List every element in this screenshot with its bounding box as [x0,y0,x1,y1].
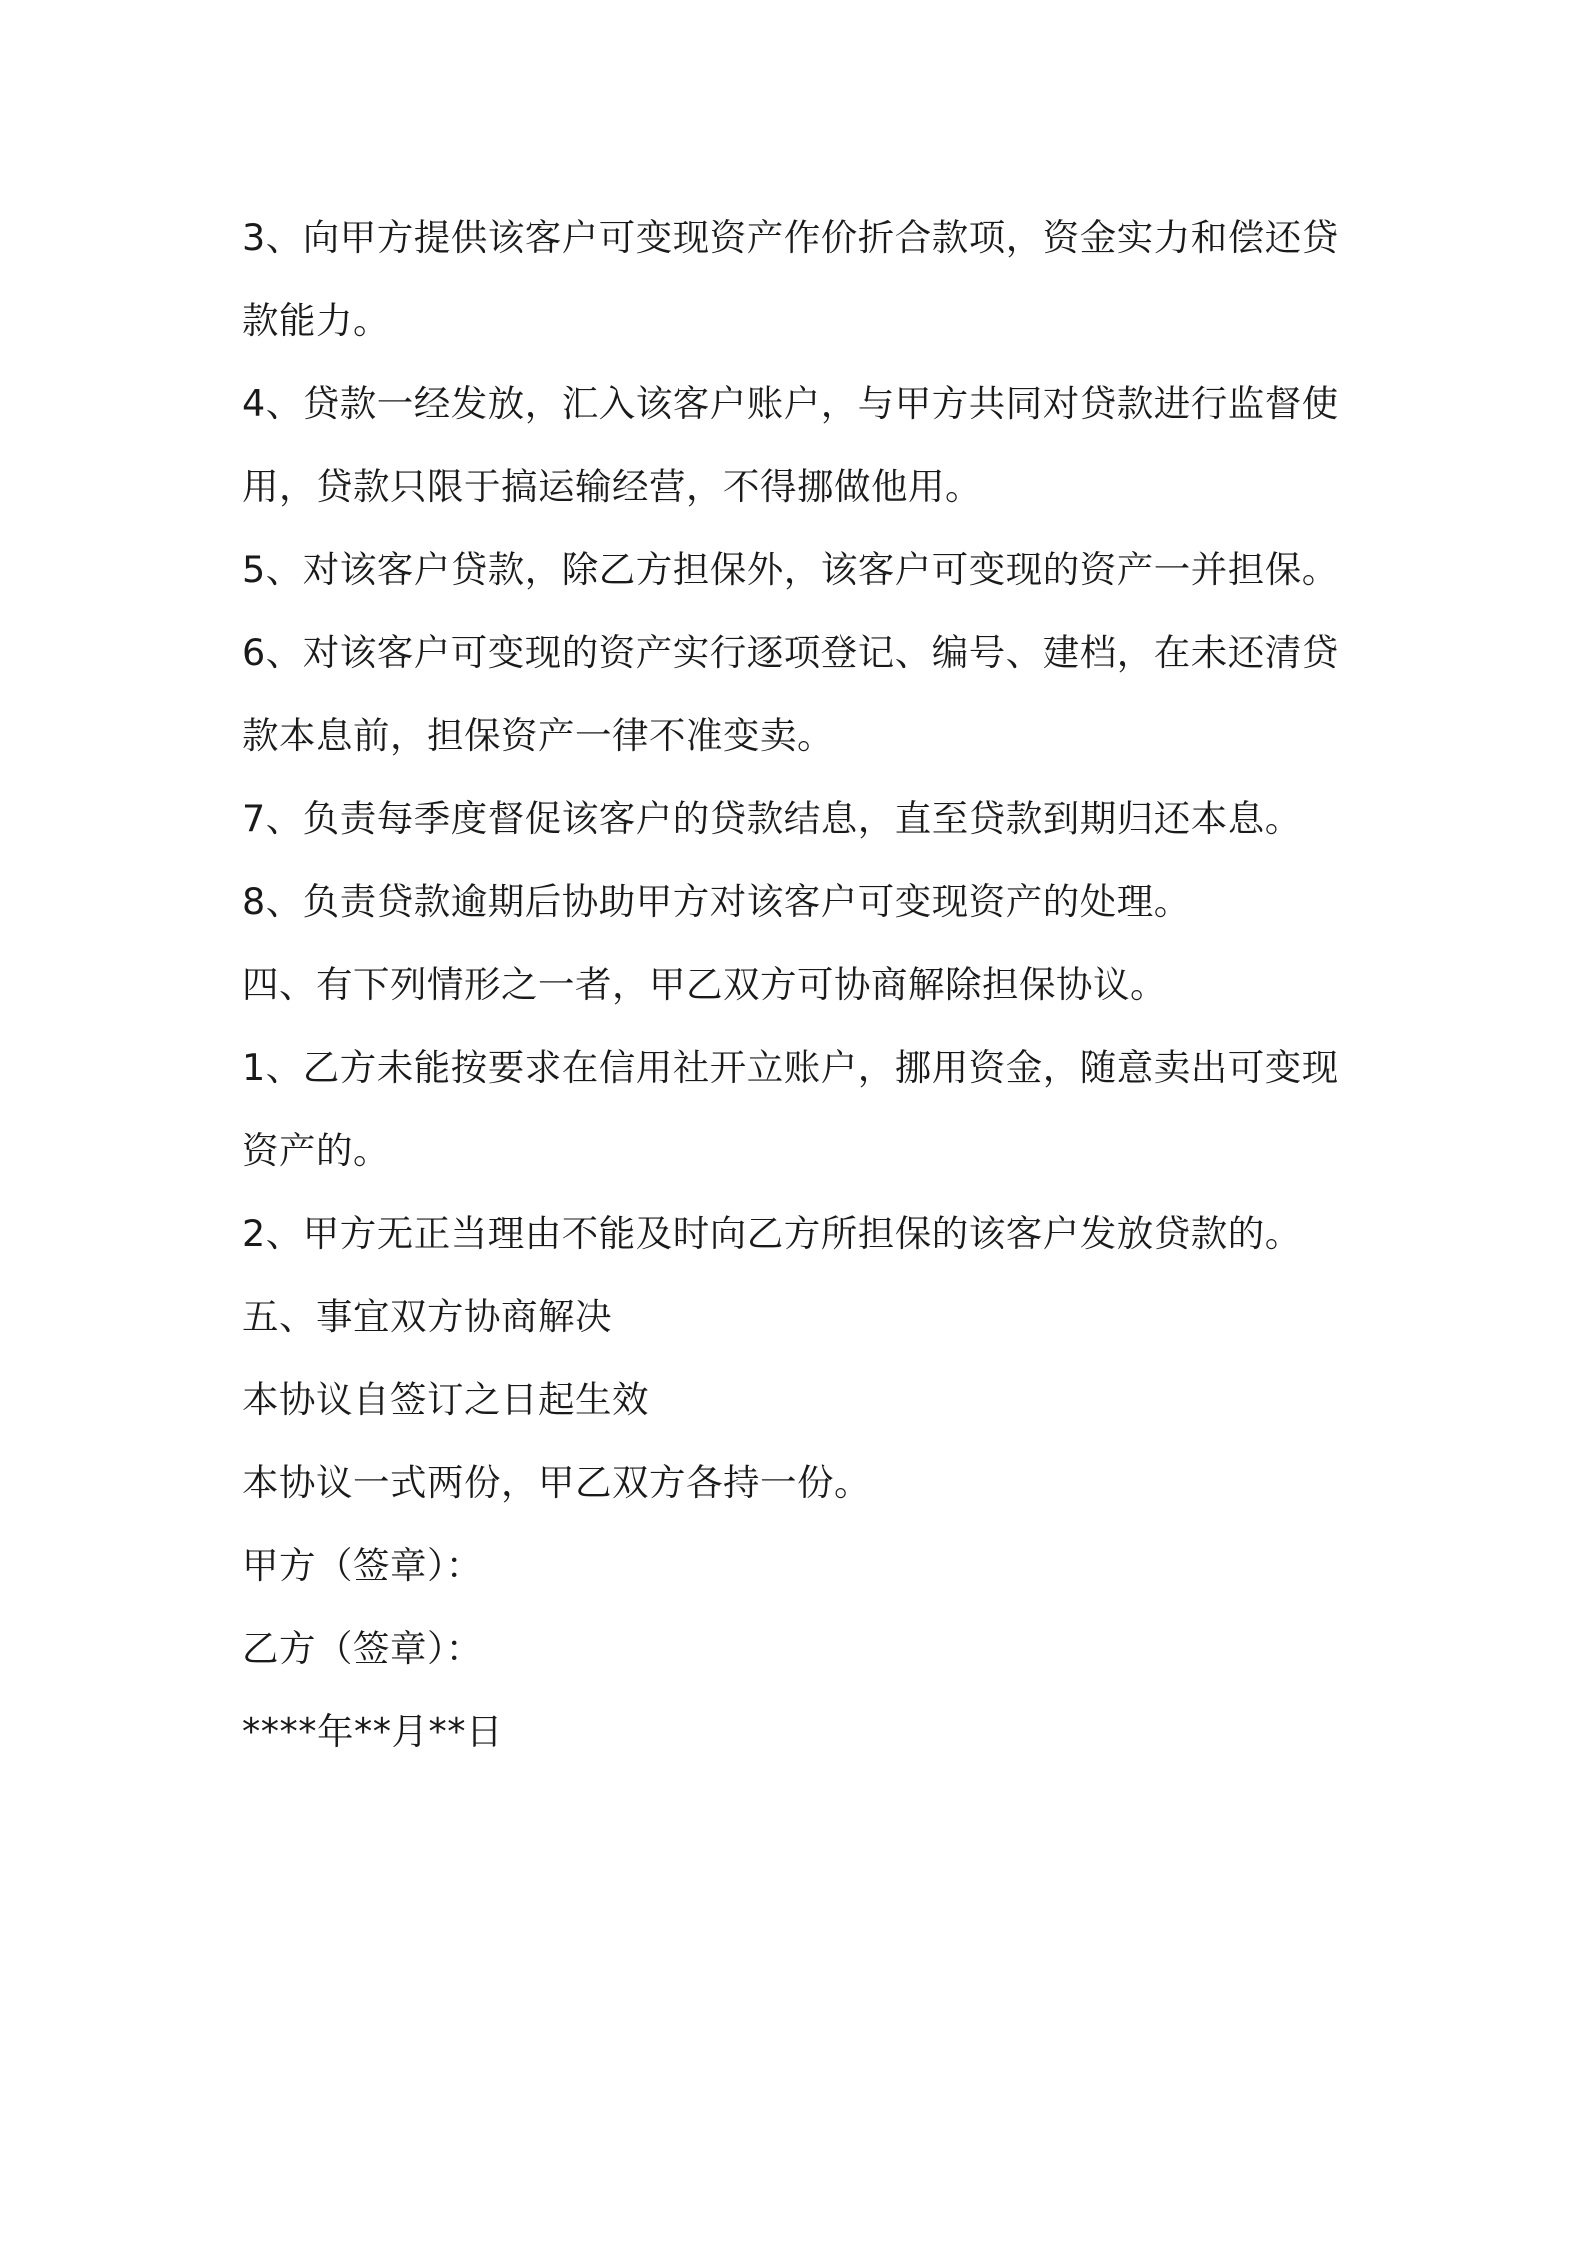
clause-7: 7、负责每季度督促该客户的贷款结息，直至贷款到期归还本息。 [242,797,1302,840]
termination-item-2: 2、甲方无正当理由不能及时向乙方所担保的该客户发放贷款的。 [242,1212,1302,1255]
document-body [242,196,1362,1773]
clause-8: 8、负责贷款逾期后协助甲方对该客户可变现资产的处理。 [242,880,1191,923]
date-line: ****年**月**日 [242,1710,503,1753]
clause-3: 3、向甲方提供该客户可变现资产作价折合款项，资金实力和偿还贷款能力。 [242,216,1339,342]
clause-6: 6、对该客户可变现的资产实行逐项登记、编号、建档，在未还清贷款本息前，担保资产一律不准变卖。 [242,631,1339,757]
copies-note: 本协议一式两份，甲乙双方各持一份。 [242,1461,871,1504]
party-a-signature-line: 甲方（签章）： [242,1544,483,1587]
party-b-signature-line: 乙方（签章）： [242,1627,483,1670]
effective-date-note: 本协议自签订之日起生效 [242,1378,649,1421]
termination-item-1: 1、乙方未能按要求在信用社开立账户，挪用资金，随意卖出可变现资产的。 [242,1046,1339,1172]
clause-5: 5、对该客户贷款，除乙方担保外，该客户可变现的资产一并担保。 [242,548,1339,591]
section-four-heading: 四、有下列情形之一者，甲乙双方可协商解除担保协议。 [242,963,1167,1006]
clause-4: 4、贷款一经发放，汇入该客户账户，与甲方共同对贷款进行监督使用，贷款只限于搞运输经营，不得挪做他用。 [242,382,1339,508]
section-five-heading: 五、事宜双方协商解决 [242,1295,612,1338]
